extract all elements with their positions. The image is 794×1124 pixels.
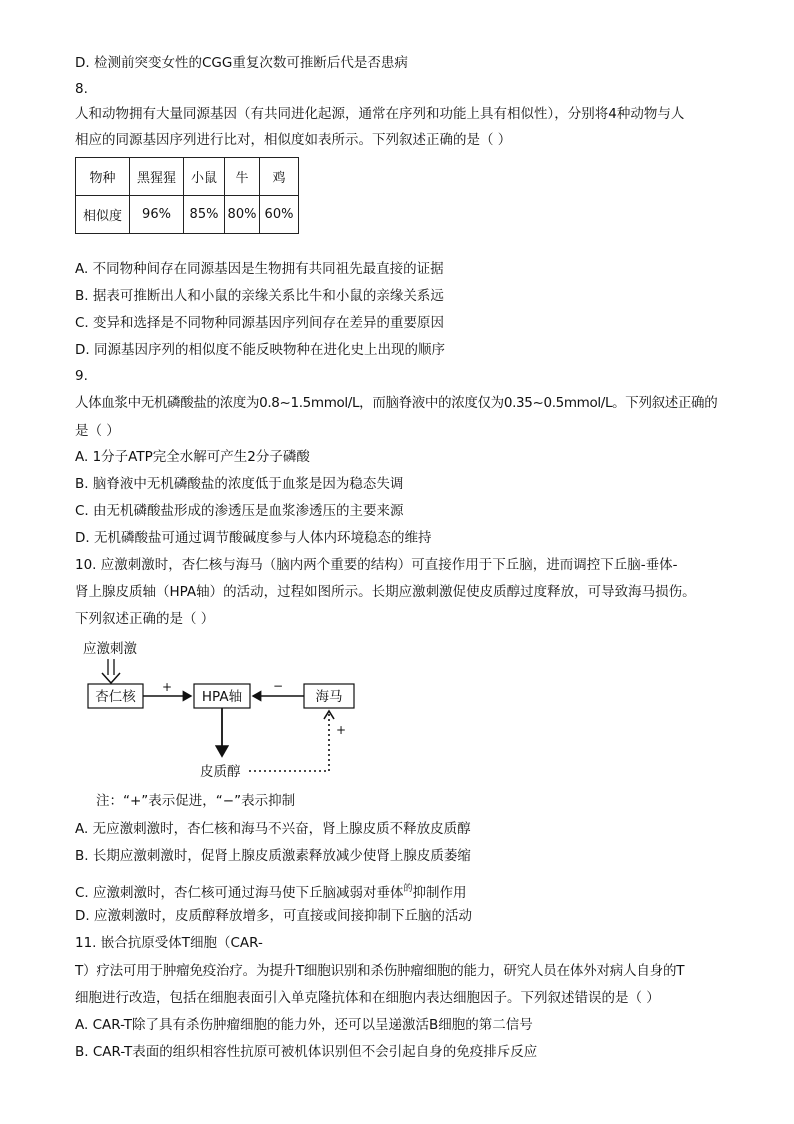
q11-stem-line-2: T）疗法可用于肿瘤免疫治疗。为提升T细胞识别和杀伤肿瘤细胞的能力，研究人员在体外对病人自身的T [75,963,685,979]
q9-stem-line-1: 人体血浆中无机磷酸盐的浓度为0.8~1.5mmol/L，而脑脊液中的浓度仅为0.35~0.5mmol/L。下列叙述正确的 [75,395,718,411]
table-row-label: 相似度 [76,196,130,234]
inhibit-sign: − [273,679,284,693]
table-cell: 80% [225,196,260,234]
q11-option-a: A. CAR-T除了具有杀伤肿瘤细胞的能力外，还可以呈递激活B细胞的第二信号 [75,1017,533,1033]
table-header-cell: 小鼠 [184,158,225,196]
q8-option-c: C. 变异和选择是不同物种同源基因序列间存在差异的重要原因 [75,315,445,331]
cortisol-label: 皮质醇 [200,764,241,780]
table-header-cell: 牛 [225,158,260,196]
table-cell: 85% [184,196,225,234]
q8-option-d: D. 同源基因序列的相似度不能反映物种在进化史上出现的顺序 [75,342,445,358]
q9-option-b: B. 脑脊液中无机磷酸盐的浓度低于血浆是因为稳态失调 [75,476,404,492]
q8-option-a: A. 不同物种间存在同源基因是生物拥有共同祖先最直接的证据 [75,261,444,277]
promote-sign-2: + [336,723,347,737]
hpa-flow-diagram [75,633,405,783]
q10-option-c-text: C. 应激刺激时，杏仁核可通过海马使下丘脑减弱对垂体 [75,885,404,901]
q10-stem-line-3: 下列叙述正确的是（ ） [75,611,215,627]
promote-sign: + [162,680,173,694]
q9-number: 9. [75,368,88,384]
q10-option-d: D. 应激刺激时，皮质醇释放增多，可直接或间接抑制下丘脑的活动 [75,908,472,924]
q8-stem-line-2: 相应的同源基因序列进行比对，相似度如表所示。下列叙述正确的是（ ） [75,132,512,148]
q10-stem-line-1: 10. 应激刺激时，杏仁核与海马（脑内两个重要的结构）可直接作用于下丘脑，进而调控下丘脑-垂体- [75,557,678,573]
table-header-cell: 黑猩猩 [130,158,184,196]
amygdala-label: 杏仁核 [95,689,136,705]
q11-stem-line-3: 细胞进行改造，包括在细胞表面引入单克隆抗体和在细胞内表达细胞因子。下列叙述错误的是（ ） [75,990,660,1006]
q11-option-b: B. CAR-T表面的组织相容性抗原可被机体识别但不会引起自身的免疫排斥反应 [75,1044,538,1060]
table-cell: 60% [260,196,299,234]
q10-note: 注：“+”表示促进，“−”表示抑制 [96,793,296,809]
q8-number: 8. [75,81,88,97]
q10-option-a: A. 无应激刺激时，杏仁核和海马不兴奋，肾上腺皮质不释放皮质醇 [75,821,471,837]
q9-stem-line-2: 是（ ） [75,423,120,439]
similarity-table [75,157,299,234]
hpa-label: HPA轴 [201,689,243,705]
stimulus-label: 应激刺激 [83,641,137,657]
q7-option-d: D. 检测前突变女性的CGG重复次数可推断后代是否患病 [75,55,408,71]
hippocampus-label: 海马 [315,689,343,705]
q10-option-c-superscript: 的 [403,884,413,894]
table-cell: 96% [130,196,184,234]
stimulus-double-arrow [102,659,120,683]
table-row [76,196,299,234]
q10-option-c [75,879,467,903]
q9-option-c: C. 由无机磷酸盐形成的渗透压是血浆渗透压的主要来源 [75,503,404,519]
q9-option-a: A. 1分子ATP完全水解可产生2分子磷酸 [75,449,310,465]
table-header-row [76,158,299,196]
q10-stem-line-2: 肾上腺皮质轴（HPA轴）的活动，过程如图所示。长期应激刺激促使皮质醇过度释放，可导致海马损伤。 [75,584,696,600]
table-header-cell: 鸡 [260,158,299,196]
q10-option-b: B. 长期应激刺激时，促肾上腺皮质激素释放减少使肾上腺皮质萎缩 [75,848,471,864]
cortisol-to-hippocampus-dotted-arrow [249,713,329,771]
table-header-cell: 物种 [76,158,130,196]
q11-stem-line-1: 11. 嵌合抗原受体T细胞（CAR- [75,935,263,951]
q9-option-d: D. 无机磷酸盐可通过调节酸碱度参与人体内环境稳态的维持 [75,530,432,546]
q8-stem-line-1: 人和动物拥有大量同源基因（有共同进化起源，通常在序列和功能上具有相似性），分别将4种动物与人 [75,106,685,122]
q8-option-b: B. 据表可推断出人和小鼠的亲缘关系比牛和小鼠的亲缘关系远 [75,288,444,304]
q10-option-c-text-end: 抑制作用 [412,885,467,901]
